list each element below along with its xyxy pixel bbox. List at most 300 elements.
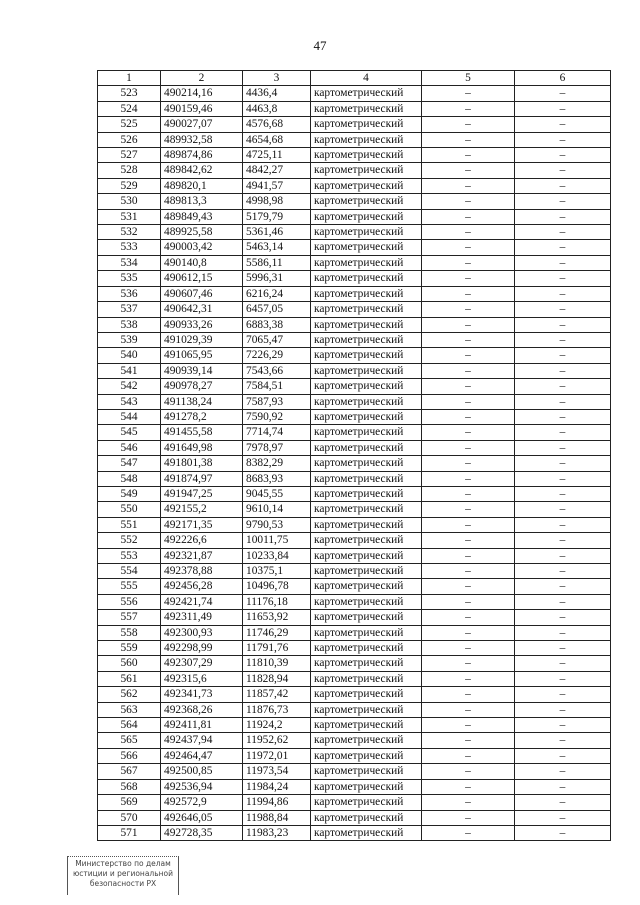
method-cell: картометрический (311, 625, 422, 640)
column5-cell: – (422, 286, 515, 301)
y-coordinate-cell: 5361,46 (243, 225, 311, 240)
table-row (98, 225, 611, 240)
method-cell: картометрический (311, 271, 422, 286)
method-cell: картометрический (311, 471, 422, 486)
y-coordinate-cell: 6457,05 (243, 302, 311, 317)
column5-cell: – (422, 425, 515, 440)
x-coordinate-cell: 492464,47 (161, 748, 243, 763)
point-number-cell: 563 (98, 702, 161, 717)
y-coordinate-cell: 7543,66 (243, 363, 311, 378)
table-row (98, 594, 611, 609)
x-coordinate-cell: 489849,43 (161, 209, 243, 224)
y-coordinate-cell: 5463,14 (243, 240, 311, 255)
column6-cell: – (515, 271, 611, 286)
y-coordinate-cell: 4725,11 (243, 148, 311, 163)
column5-cell: – (422, 394, 515, 409)
method-cell: картометрический (311, 178, 422, 193)
x-coordinate-cell: 490214,16 (161, 86, 243, 101)
x-coordinate-cell: 490933,26 (161, 317, 243, 332)
table-row (98, 286, 611, 301)
coordinates-table (97, 70, 611, 841)
column5-cell: – (422, 148, 515, 163)
column6-cell: – (515, 286, 611, 301)
method-cell: картометрический (311, 348, 422, 363)
y-coordinate-cell: 11653,92 (243, 610, 311, 625)
table-row (98, 240, 611, 255)
method-cell: картометрический (311, 409, 422, 424)
column-header: 2 (161, 71, 243, 86)
method-cell: картометрический (311, 810, 422, 825)
table-row (98, 533, 611, 548)
column6-cell: – (515, 132, 611, 147)
method-cell: картометрический (311, 440, 422, 455)
column5-cell: – (422, 240, 515, 255)
column5-cell: – (422, 748, 515, 763)
point-number-cell: 562 (98, 687, 161, 702)
column6-cell: – (515, 363, 611, 378)
point-number-cell: 564 (98, 718, 161, 733)
table-row (98, 332, 611, 347)
x-coordinate-cell: 491947,25 (161, 486, 243, 501)
table-row (98, 255, 611, 270)
stamp-line: юстиции и региональной (72, 869, 174, 878)
method-cell: картометрический (311, 718, 422, 733)
point-number-cell: 530 (98, 194, 161, 209)
point-number-cell: 571 (98, 825, 161, 840)
table-row (98, 671, 611, 686)
method-cell: картометрический (311, 302, 422, 317)
y-coordinate-cell: 9610,14 (243, 502, 311, 517)
y-coordinate-cell: 11983,23 (243, 825, 311, 840)
column6-cell: – (515, 486, 611, 501)
point-number-cell: 533 (98, 240, 161, 255)
table-row (98, 779, 611, 794)
stamp-line: Министерство по делам (75, 859, 171, 868)
method-cell: картометрический (311, 209, 422, 224)
column5-cell: – (422, 764, 515, 779)
y-coordinate-cell: 7065,47 (243, 332, 311, 347)
method-cell: картометрический (311, 795, 422, 810)
method-cell: картометрический (311, 132, 422, 147)
y-coordinate-cell: 11972,01 (243, 748, 311, 763)
method-cell: картометрический (311, 486, 422, 501)
x-coordinate-cell: 492437,94 (161, 733, 243, 748)
column6-cell: – (515, 302, 611, 317)
table-body (98, 86, 611, 841)
x-coordinate-cell: 492341,73 (161, 687, 243, 702)
table-row (98, 117, 611, 132)
column5-cell: – (422, 101, 515, 116)
y-coordinate-cell: 4998,98 (243, 194, 311, 209)
method-cell: картометрический (311, 425, 422, 440)
column5-cell: – (422, 641, 515, 656)
point-number-cell: 558 (98, 625, 161, 640)
column6-cell: – (515, 209, 611, 224)
table-row (98, 148, 611, 163)
x-coordinate-cell: 491455,58 (161, 425, 243, 440)
y-coordinate-cell: 4941,57 (243, 178, 311, 193)
point-number-cell: 542 (98, 379, 161, 394)
table-row (98, 564, 611, 579)
column6-cell: – (515, 117, 611, 132)
column5-cell: – (422, 317, 515, 332)
column5-cell: – (422, 178, 515, 193)
column5-cell: – (422, 579, 515, 594)
y-coordinate-cell: 8382,29 (243, 456, 311, 471)
y-coordinate-cell: 7714,74 (243, 425, 311, 440)
column6-cell: – (515, 348, 611, 363)
column6-cell: – (515, 825, 611, 840)
x-coordinate-cell: 492298,99 (161, 641, 243, 656)
column6-cell: – (515, 194, 611, 209)
y-coordinate-cell: 5179,79 (243, 209, 311, 224)
column6-cell: – (515, 687, 611, 702)
column5-cell: – (422, 779, 515, 794)
y-coordinate-cell: 11791,76 (243, 641, 311, 656)
table-row (98, 548, 611, 563)
point-number-cell: 554 (98, 564, 161, 579)
column6-cell: – (515, 625, 611, 640)
point-number-cell: 557 (98, 610, 161, 625)
table-row (98, 363, 611, 378)
column6-cell: – (515, 456, 611, 471)
method-cell: картометрический (311, 733, 422, 748)
column5-cell: – (422, 348, 515, 363)
table-row (98, 656, 611, 671)
column5-cell: – (422, 564, 515, 579)
table-row (98, 317, 611, 332)
method-cell: картометрический (311, 656, 422, 671)
x-coordinate-cell: 491874,97 (161, 471, 243, 486)
column6-cell: – (515, 379, 611, 394)
x-coordinate-cell: 490607,46 (161, 286, 243, 301)
table-row (98, 440, 611, 455)
method-cell: картометрический (311, 517, 422, 532)
method-cell: картометрический (311, 86, 422, 101)
x-coordinate-cell: 490159,46 (161, 101, 243, 116)
method-cell: картометрический (311, 456, 422, 471)
table-row (98, 579, 611, 594)
page-number: 47 (313, 38, 327, 53)
column5-cell: – (422, 625, 515, 640)
column6-cell: – (515, 779, 611, 794)
method-cell: картометрический (311, 610, 422, 625)
x-coordinate-cell: 490939,14 (161, 363, 243, 378)
column-header: 6 (515, 71, 611, 86)
x-coordinate-cell: 489813,3 (161, 194, 243, 209)
method-cell: картометрический (311, 148, 422, 163)
method-cell: картометрический (311, 286, 422, 301)
x-coordinate-cell: 492421,74 (161, 594, 243, 609)
method-cell: картометрический (311, 748, 422, 763)
method-cell: картометрический (311, 564, 422, 579)
method-cell: картометрический (311, 117, 422, 132)
x-coordinate-cell: 489925,58 (161, 225, 243, 240)
table-row (98, 748, 611, 763)
y-coordinate-cell: 10496,78 (243, 579, 311, 594)
column5-cell: – (422, 456, 515, 471)
column5-cell: – (422, 610, 515, 625)
x-coordinate-cell: 490003,42 (161, 240, 243, 255)
method-cell: картометрический (311, 101, 422, 116)
column5-cell: – (422, 594, 515, 609)
column6-cell: – (515, 579, 611, 594)
x-coordinate-cell: 490978,27 (161, 379, 243, 394)
point-number-cell: 566 (98, 748, 161, 763)
column5-cell: – (422, 687, 515, 702)
column6-cell: – (515, 564, 611, 579)
x-coordinate-cell: 489820,1 (161, 178, 243, 193)
column5-cell: – (422, 810, 515, 825)
column-header: 3 (243, 71, 311, 86)
table-row (98, 456, 611, 471)
method-cell: картометрический (311, 825, 422, 840)
column5-cell: – (422, 795, 515, 810)
column5-cell: – (422, 271, 515, 286)
y-coordinate-cell: 4654,68 (243, 132, 311, 147)
x-coordinate-cell: 491801,38 (161, 456, 243, 471)
y-coordinate-cell: 5996,31 (243, 271, 311, 286)
table-row (98, 733, 611, 748)
column6-cell: – (515, 502, 611, 517)
x-coordinate-cell: 492226,6 (161, 533, 243, 548)
x-coordinate-cell: 491065,95 (161, 348, 243, 363)
y-coordinate-cell: 10011,75 (243, 533, 311, 548)
table-row (98, 409, 611, 424)
column5-cell: – (422, 332, 515, 347)
y-coordinate-cell: 11924,2 (243, 718, 311, 733)
column6-cell: – (515, 240, 611, 255)
point-number-cell: 560 (98, 656, 161, 671)
point-number-cell: 537 (98, 302, 161, 317)
column6-cell: – (515, 178, 611, 193)
x-coordinate-cell: 491649,98 (161, 440, 243, 455)
point-number-cell: 526 (98, 132, 161, 147)
column6-cell: – (515, 425, 611, 440)
point-number-cell: 541 (98, 363, 161, 378)
y-coordinate-cell: 11176,18 (243, 594, 311, 609)
column5-cell: – (422, 656, 515, 671)
column6-cell: – (515, 101, 611, 116)
table-row (98, 163, 611, 178)
column6-cell: – (515, 641, 611, 656)
method-cell: картометрический (311, 671, 422, 686)
method-cell: картометрический (311, 379, 422, 394)
column5-cell: – (422, 409, 515, 424)
method-cell: картометрический (311, 394, 422, 409)
y-coordinate-cell: 4463,8 (243, 101, 311, 116)
column6-cell: – (515, 332, 611, 347)
point-number-cell: 527 (98, 148, 161, 163)
column-header: 5 (422, 71, 515, 86)
point-number-cell: 552 (98, 533, 161, 548)
x-coordinate-cell: 492411,81 (161, 718, 243, 733)
method-cell: картометрический (311, 779, 422, 794)
point-number-cell: 569 (98, 795, 161, 810)
method-cell: картометрический (311, 255, 422, 270)
method-cell: картометрический (311, 764, 422, 779)
y-coordinate-cell: 7584,51 (243, 379, 311, 394)
table-row (98, 209, 611, 224)
table-row (98, 425, 611, 440)
table-row (98, 486, 611, 501)
column5-cell: – (422, 486, 515, 501)
x-coordinate-cell: 491138,24 (161, 394, 243, 409)
x-coordinate-cell: 492321,87 (161, 548, 243, 563)
column-header: 1 (98, 71, 161, 86)
y-coordinate-cell: 11876,73 (243, 702, 311, 717)
table-row (98, 132, 611, 147)
column5-cell: – (422, 733, 515, 748)
point-number-cell: 535 (98, 271, 161, 286)
method-cell: картометрический (311, 579, 422, 594)
y-coordinate-cell: 7590,92 (243, 409, 311, 424)
x-coordinate-cell: 489842,62 (161, 163, 243, 178)
x-coordinate-cell: 490642,31 (161, 302, 243, 317)
table-row (98, 86, 611, 101)
table-row (98, 625, 611, 640)
y-coordinate-cell: 9790,53 (243, 517, 311, 532)
point-number-cell: 543 (98, 394, 161, 409)
column6-cell: – (515, 656, 611, 671)
method-cell: картометрический (311, 641, 422, 656)
x-coordinate-cell: 492171,35 (161, 517, 243, 532)
point-number-cell: 570 (98, 810, 161, 825)
x-coordinate-cell: 492646,05 (161, 810, 243, 825)
column5-cell: – (422, 225, 515, 240)
method-cell: картометрический (311, 594, 422, 609)
x-coordinate-cell: 492500,85 (161, 764, 243, 779)
column6-cell: – (515, 610, 611, 625)
point-number-cell: 544 (98, 409, 161, 424)
column6-cell: – (515, 163, 611, 178)
table-row (98, 718, 611, 733)
column5-cell: – (422, 825, 515, 840)
point-number-cell: 536 (98, 286, 161, 301)
table-row (98, 379, 611, 394)
column6-cell: – (515, 718, 611, 733)
column6-cell: – (515, 702, 611, 717)
point-number-cell: 548 (98, 471, 161, 486)
y-coordinate-cell: 11973,54 (243, 764, 311, 779)
x-coordinate-cell: 492368,26 (161, 702, 243, 717)
table-row (98, 517, 611, 532)
stamp-line: безопасности РХ (89, 879, 157, 888)
point-number-cell: 540 (98, 348, 161, 363)
column6-cell: – (515, 317, 611, 332)
table-header-row (98, 71, 611, 86)
method-cell: картометрический (311, 687, 422, 702)
table-row (98, 825, 611, 840)
column5-cell: – (422, 163, 515, 178)
x-coordinate-cell: 492728,35 (161, 825, 243, 840)
method-cell: картометрический (311, 332, 422, 347)
point-number-cell: 532 (98, 225, 161, 240)
table-row (98, 795, 611, 810)
column5-cell: – (422, 718, 515, 733)
point-number-cell: 525 (98, 117, 161, 132)
y-coordinate-cell: 11746,29 (243, 625, 311, 640)
column5-cell: – (422, 502, 515, 517)
y-coordinate-cell: 4436,4 (243, 86, 311, 101)
table-row (98, 101, 611, 116)
y-coordinate-cell: 11952,62 (243, 733, 311, 748)
method-cell: картометрический (311, 194, 422, 209)
table-row (98, 641, 611, 656)
y-coordinate-cell: 10233,84 (243, 548, 311, 563)
column6-cell: – (515, 764, 611, 779)
table-row (98, 610, 611, 625)
y-coordinate-cell: 5586,11 (243, 255, 311, 270)
method-cell: картометрический (311, 548, 422, 563)
point-number-cell: 559 (98, 641, 161, 656)
y-coordinate-cell: 7587,93 (243, 394, 311, 409)
column5-cell: – (422, 440, 515, 455)
point-number-cell: 553 (98, 548, 161, 563)
column6-cell: – (515, 795, 611, 810)
point-number-cell: 567 (98, 764, 161, 779)
x-coordinate-cell: 489932,58 (161, 132, 243, 147)
method-cell: картометрический (311, 317, 422, 332)
y-coordinate-cell: 11994,86 (243, 795, 311, 810)
y-coordinate-cell: 9045,55 (243, 486, 311, 501)
y-coordinate-cell: 6883,38 (243, 317, 311, 332)
column6-cell: – (515, 440, 611, 455)
table-row (98, 348, 611, 363)
column5-cell: – (422, 86, 515, 101)
column6-cell: – (515, 733, 611, 748)
point-number-cell: 546 (98, 440, 161, 455)
point-number-cell: 534 (98, 255, 161, 270)
column6-cell: – (515, 594, 611, 609)
column5-cell: – (422, 702, 515, 717)
column6-cell: – (515, 225, 611, 240)
point-number-cell: 561 (98, 671, 161, 686)
table-row (98, 764, 611, 779)
y-coordinate-cell: 11810,39 (243, 656, 311, 671)
column5-cell: – (422, 255, 515, 270)
table-row (98, 471, 611, 486)
x-coordinate-cell: 490140,8 (161, 255, 243, 270)
y-coordinate-cell: 11857,42 (243, 687, 311, 702)
point-number-cell: 539 (98, 332, 161, 347)
point-number-cell: 529 (98, 178, 161, 193)
ministry-stamp (67, 856, 179, 895)
x-coordinate-cell: 491278,2 (161, 409, 243, 424)
method-cell: картометрический (311, 240, 422, 255)
y-coordinate-cell: 11984,24 (243, 779, 311, 794)
point-number-cell: 565 (98, 733, 161, 748)
column6-cell: – (515, 471, 611, 486)
y-coordinate-cell: 4842,27 (243, 163, 311, 178)
method-cell: картометрический (311, 225, 422, 240)
point-number-cell: 538 (98, 317, 161, 332)
column6-cell: – (515, 671, 611, 686)
table-row (98, 502, 611, 517)
table-row (98, 687, 611, 702)
column5-cell: – (422, 471, 515, 486)
point-number-cell: 547 (98, 456, 161, 471)
method-cell: картометрический (311, 163, 422, 178)
column5-cell: – (422, 379, 515, 394)
column6-cell: – (515, 548, 611, 563)
y-coordinate-cell: 4576,68 (243, 117, 311, 132)
x-coordinate-cell: 490612,15 (161, 271, 243, 286)
method-cell: картометрический (311, 533, 422, 548)
column5-cell: – (422, 517, 515, 532)
point-number-cell: 568 (98, 779, 161, 794)
y-coordinate-cell: 11988,84 (243, 810, 311, 825)
